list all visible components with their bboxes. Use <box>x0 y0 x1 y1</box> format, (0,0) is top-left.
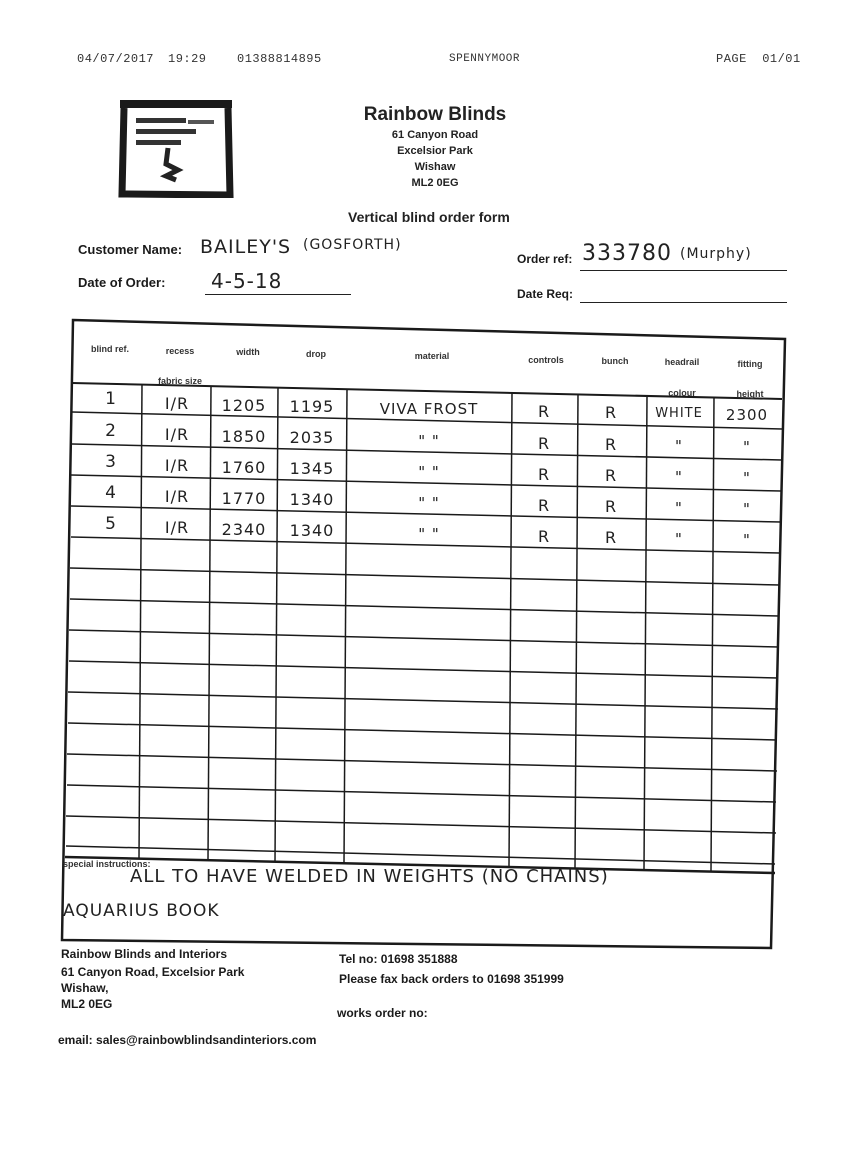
special-instructions-line-2[interactable]: AQUARIUS BOOK <box>63 901 220 921</box>
row-5-height[interactable]: " <box>743 531 751 549</box>
footer-company-line-2: 61 Canyon Road, Excelsior Park <box>61 965 245 979</box>
row-2-recess[interactable]: I/R <box>164 425 190 444</box>
order-ref-value[interactable]: 333780 <box>582 241 672 266</box>
footer-company-line-3: Wishaw, <box>61 981 109 995</box>
row-3-material[interactable]: " " <box>418 463 440 481</box>
row-3-bunch[interactable]: R <box>604 466 618 485</box>
row-4-bunch[interactable]: R <box>604 497 618 516</box>
fax-number: 01388814895 <box>237 52 322 66</box>
row-3-controls[interactable]: R <box>537 465 551 484</box>
fax-location: SPENNYMOOR <box>449 53 521 65</box>
customer-name-value[interactable]: BAILEY'S <box>200 236 292 258</box>
row-5-material[interactable]: " " <box>418 525 440 543</box>
row-5-ref[interactable]: 5 <box>105 514 117 534</box>
col-header-width: width <box>236 347 260 357</box>
row-2-controls[interactable]: R <box>537 434 551 453</box>
col-header-material: material <box>414 351 450 361</box>
row-2-material[interactable]: " " <box>418 432 440 450</box>
row-2-bunch[interactable]: R <box>604 435 618 454</box>
row-2-drop[interactable]: 2035 <box>289 428 335 447</box>
row-5-recess[interactable]: I/R <box>164 518 190 537</box>
col-header-controls: controls <box>528 355 564 365</box>
order-ref-note: (Murphy) <box>680 246 752 262</box>
row-1-recess[interactable]: I/R <box>164 394 190 413</box>
fax-date: 04/07/2017 <box>77 52 155 66</box>
row-5-controls[interactable]: R <box>537 527 551 546</box>
col-header-blind-ref: blind ref. <box>91 344 129 354</box>
company-address-line-1: 61 Canyon Road <box>391 129 479 141</box>
row-2-colour[interactable]: " <box>675 437 683 455</box>
row-5-bunch[interactable]: R <box>604 528 618 547</box>
col-header-drop: drop <box>306 349 326 359</box>
customer-name-note: (GOSFORTH) <box>303 237 402 253</box>
footer-company-line-4: ML2 0EG <box>61 997 113 1011</box>
row-3-recess[interactable]: I/R <box>164 456 190 475</box>
footer-tel: Tel no: 01698 351888 <box>339 952 458 966</box>
col-header-height: height <box>736 389 764 399</box>
row-4-colour[interactable]: " <box>675 499 683 517</box>
fax-time: 19:29 <box>168 52 207 66</box>
order-ref-label: Order ref: <box>517 252 573 266</box>
row-2-ref[interactable]: 2 <box>105 421 117 441</box>
company-address-line-4: ML2 0EG <box>411 177 459 189</box>
row-1-width[interactable]: 1205 <box>221 396 267 415</box>
col-header-colour: colour <box>668 388 696 398</box>
row-5-width[interactable]: 2340 <box>221 520 267 539</box>
row-3-drop[interactable]: 1345 <box>289 459 335 478</box>
special-instructions-line-1[interactable]: ALL TO HAVE WELDED IN WEIGHTS (NO CHAINS) <box>130 866 609 887</box>
col-header-bunch: bunch <box>601 356 629 366</box>
row-4-height[interactable]: " <box>743 500 751 518</box>
col-header-fabric-size: fabric size <box>157 376 203 386</box>
row-5-colour[interactable]: " <box>675 530 683 548</box>
customer-name-label: Customer Name: <box>78 242 183 257</box>
footer-company-line-1: Rainbow Blinds and Interiors <box>61 947 228 961</box>
row-2-width[interactable]: 1850 <box>221 427 267 446</box>
row-4-width[interactable]: 1770 <box>221 489 267 508</box>
col-header-headrail: headrail <box>664 357 700 367</box>
row-4-recess[interactable]: I/R <box>164 487 190 506</box>
footer-email[interactable]: email: sales@rainbowblindsandinteriors.com <box>58 1033 317 1047</box>
company-address-line-2: Excelsior Park <box>397 145 473 157</box>
company-name: Rainbow Blinds <box>363 104 507 125</box>
row-4-ref[interactable]: 4 <box>105 483 117 503</box>
special-instructions-label: special instructions: <box>63 859 151 869</box>
row-1-material[interactable]: VIVA FROST <box>379 400 479 418</box>
date-of-order-value[interactable]: 4-5-18 <box>211 269 283 293</box>
row-3-height[interactable]: " <box>743 469 751 487</box>
row-1-bunch[interactable]: R <box>604 403 618 422</box>
row-3-ref[interactable]: 3 <box>105 452 117 472</box>
row-4-drop[interactable]: 1340 <box>289 490 335 509</box>
row-5-drop[interactable]: 1340 <box>289 521 335 540</box>
col-header-recess: recess <box>165 346 195 356</box>
row-1-height[interactable]: 2300 <box>725 406 769 424</box>
row-3-colour[interactable]: " <box>675 468 683 486</box>
row-1-drop[interactable]: 1195 <box>289 397 335 416</box>
row-2-height[interactable]: " <box>743 438 751 456</box>
col-header-fitting: fitting <box>737 359 763 369</box>
row-3-width[interactable]: 1760 <box>221 458 267 477</box>
row-1-ref[interactable]: 1 <box>105 389 117 409</box>
fax-page: PAGE 01/01 <box>716 52 801 66</box>
date-of-order-label: Date of Order: <box>78 275 166 290</box>
row-1-controls[interactable]: R <box>537 402 551 421</box>
footer-fax: Please fax back orders to 01698 351999 <box>339 972 564 986</box>
works-order-label: works order no: <box>337 1006 428 1020</box>
date-req-label: Date Req: <box>517 287 574 301</box>
row-1-colour[interactable]: WHITE <box>655 406 703 421</box>
row-4-material[interactable]: " " <box>418 494 440 512</box>
form-title: Vertical blind order form <box>348 209 510 225</box>
company-address-line-3: Wishaw <box>414 161 456 173</box>
row-4-controls[interactable]: R <box>537 496 551 515</box>
